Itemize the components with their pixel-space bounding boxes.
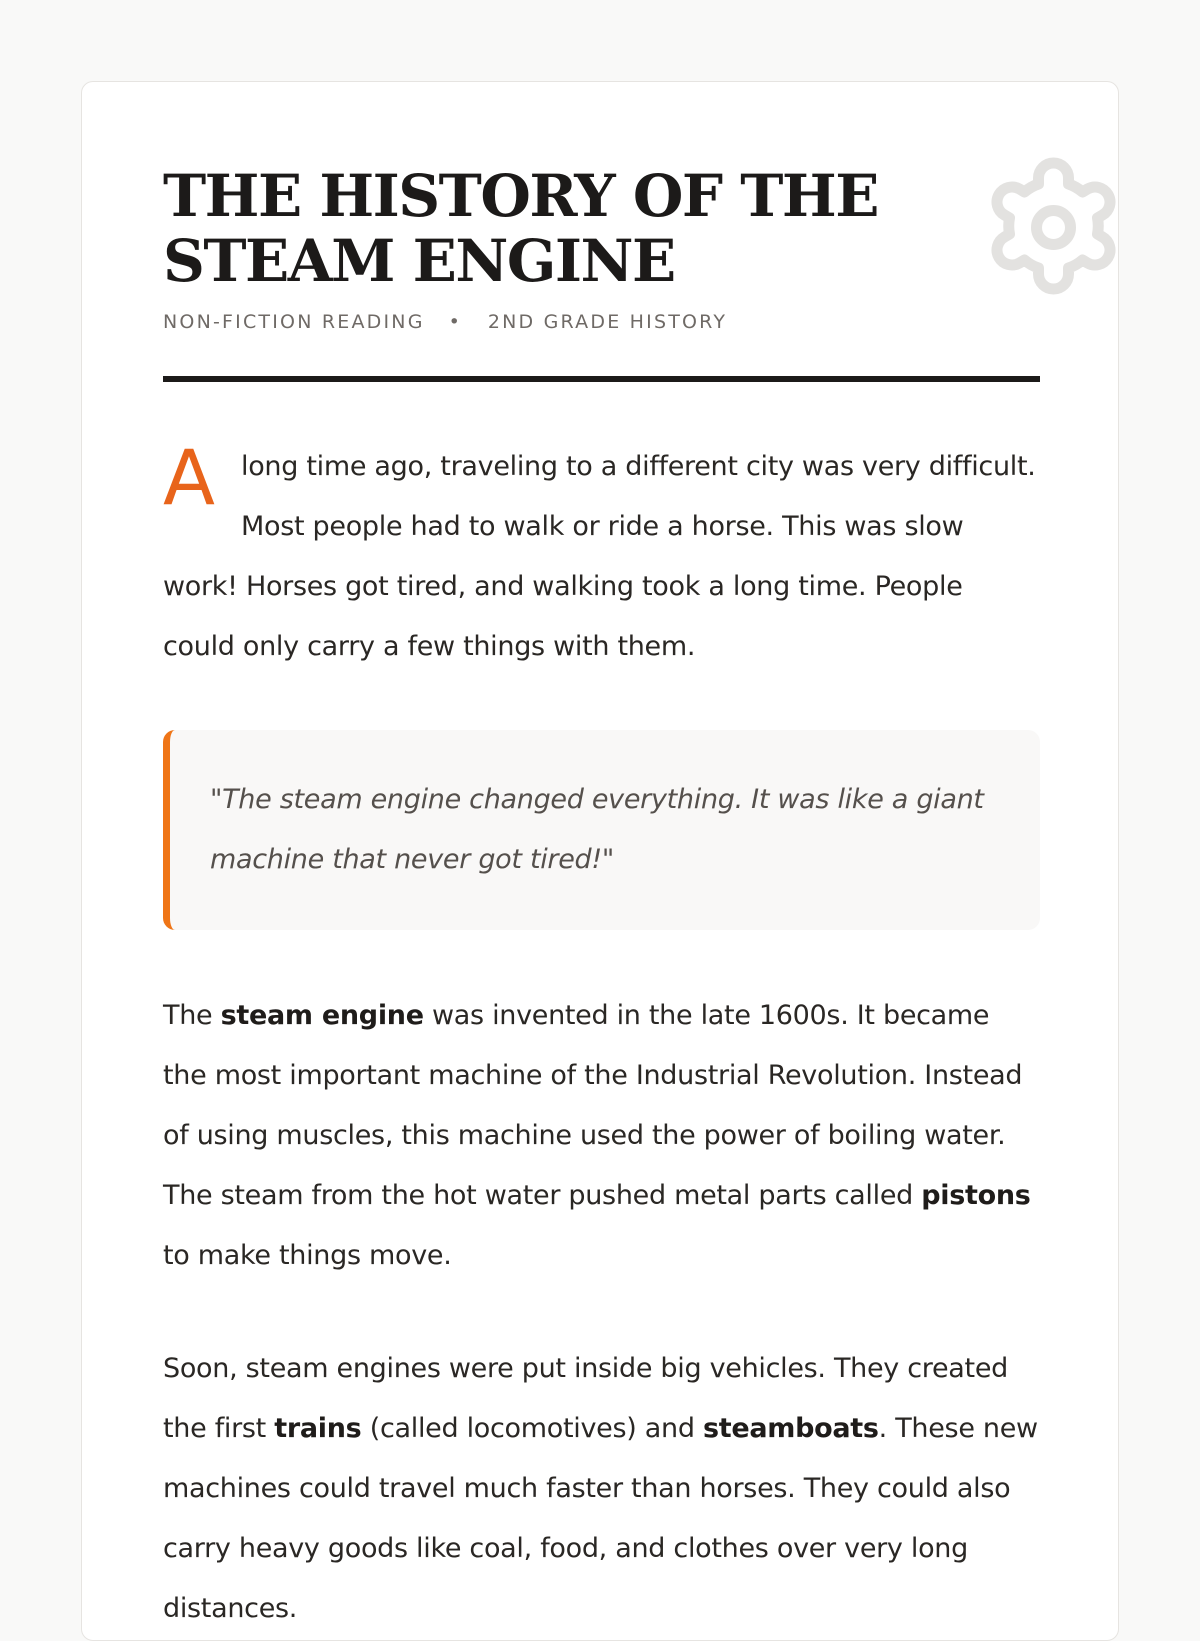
page-title: THE HISTORY OF THE STEAM ENGINE: [163, 162, 878, 295]
text-segment: (called locomotives) and: [361, 1413, 703, 1444]
term-pistons: pistons: [921, 1180, 1031, 1211]
text-segment: was invented in the late 1600s. It became the most important machine of the Industrial Revolution. Instead of using muscles, this machine used the power of boiling water. The steam from the hot water pushed metal parts called: [163, 1000, 1023, 1211]
text-segment: Soon, steam engines were put inside big vehicles. They created the first: [163, 1353, 1008, 1444]
term-trains: trains: [274, 1413, 362, 1444]
text-segment: to make things move.: [163, 1240, 452, 1271]
paragraph-intro-text: long time ago, traveling to a different city was very difficult. Most people had to walk or ride a horse. This was slow work! Horses got tired, and walking took a long time. People could only carry a few things with them.: [163, 451, 1036, 662]
text-segment: The: [163, 1000, 221, 1031]
article-meta: [163, 311, 727, 333]
drop-cap: A: [163, 433, 215, 522]
text-segment: . These new machines could travel much faster than horses. They could also carry heavy goods like coal, food, and clothes over very long distances.: [163, 1413, 1038, 1624]
paragraph-vehicles: [163, 1339, 1040, 1639]
pull-quote: [163, 730, 1040, 930]
grade-label: 2ND GRADE HISTORY: [487, 311, 728, 333]
paragraph-intro: [163, 433, 1040, 677]
meta-separator: •: [448, 311, 460, 333]
pull-quote-text: "The steam engine changed everything. It was like a giant machine that never got tired!": [210, 784, 984, 875]
category-label: NON-FICTION READING: [163, 311, 425, 333]
term-steam-engine: steam engine: [220, 1000, 424, 1031]
paragraph-invention: [163, 986, 1040, 1286]
term-steamboats: steamboats: [702, 1413, 879, 1444]
title-divider: [163, 376, 1040, 382]
article-card: [81, 81, 1119, 1641]
